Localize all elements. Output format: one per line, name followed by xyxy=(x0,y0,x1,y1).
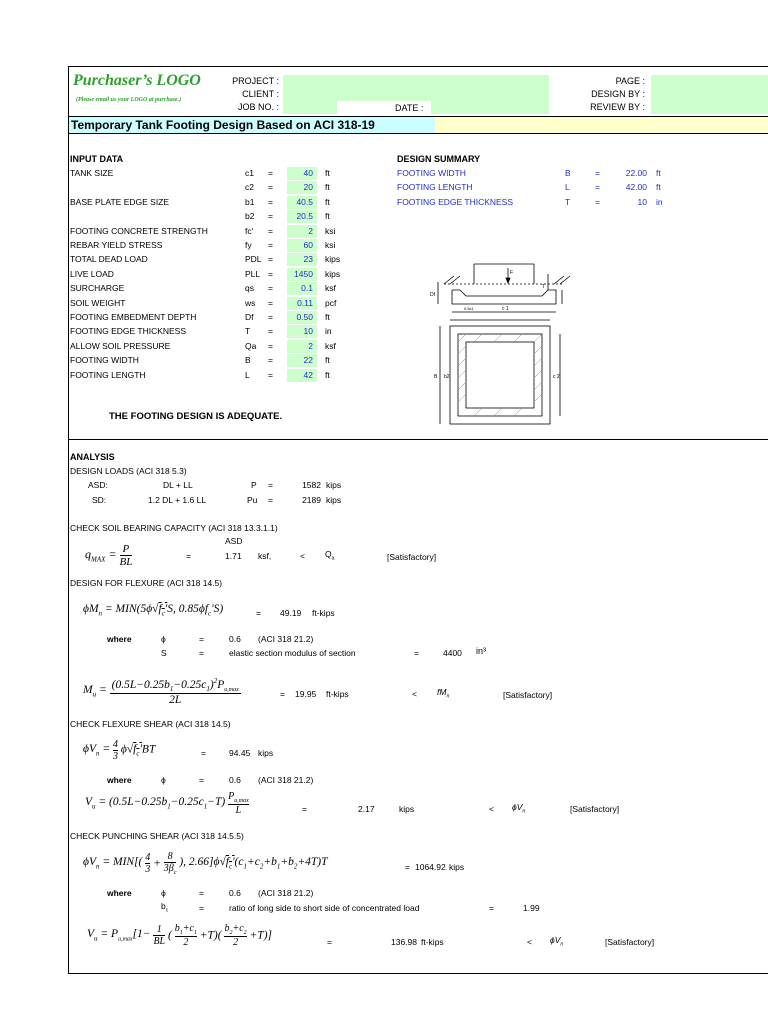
input-value[interactable]: 20.5 xyxy=(287,210,317,223)
footing-section xyxy=(438,264,570,312)
input-symbol: B xyxy=(245,355,251,366)
input-label: FOOTING CONCRETE STRENGTH xyxy=(70,225,208,236)
input-label: FOOTING WIDTH xyxy=(70,355,139,366)
summary-label: FOOTING WIDTH xyxy=(397,168,466,178)
flexure-equals: = xyxy=(256,608,261,618)
input-label: ALLOW SOIL PRESSURE xyxy=(70,340,171,351)
punching-value: 1064.92 xyxy=(415,862,446,872)
input-unit: pcf xyxy=(325,297,337,308)
input-value[interactable]: 2 xyxy=(287,340,317,353)
input-label: TANK SIZE xyxy=(70,168,114,178)
s-equals: = xyxy=(199,648,204,658)
page-title: Temporary Tank Footing Design Based on ACI 318-19 xyxy=(71,118,375,132)
input-label: TOTAL DEAD LOAD xyxy=(70,254,148,265)
input-symbol: ws xyxy=(245,297,256,308)
summary-value: 22.00 xyxy=(625,168,647,178)
bearing-formula: $q_{MAX}$ = $\frac{P}{BL}$ xyxy=(85,543,133,568)
phi-equals-2: = xyxy=(199,775,204,785)
summary-equals: = xyxy=(595,168,600,178)
input-equals: = xyxy=(268,196,273,207)
input-value[interactable]: 23 xyxy=(287,253,317,266)
diagram-label-05c1: 0.5c1 xyxy=(464,306,474,311)
diagram-label-f: F xyxy=(510,270,514,276)
shear-value: 94.45 xyxy=(229,748,251,758)
s-value: 4400 xyxy=(443,648,462,658)
input-value[interactable]: 60 xyxy=(287,239,317,252)
moment-unit: ft-kips xyxy=(326,689,349,699)
shear-equals: = xyxy=(201,748,206,758)
diagram-label-b2: b2 xyxy=(444,374,450,380)
s-equals-2: = xyxy=(414,648,419,658)
input-equals: = xyxy=(268,312,273,322)
footing-plan xyxy=(440,320,560,424)
bc-symbol: $b_c$ xyxy=(161,901,169,914)
input-equals: = xyxy=(268,297,273,308)
bearing-asd-label: ASD xyxy=(225,536,243,546)
moment-equals: = xyxy=(280,689,285,699)
client-label: CLIENT : xyxy=(242,89,279,99)
diagram-label-t: T xyxy=(542,284,546,290)
input-value[interactable]: 42 xyxy=(287,369,317,382)
input-unit: ft xyxy=(325,355,330,366)
summary-symbol: L xyxy=(565,182,570,193)
s-unit: in³ xyxy=(476,646,487,656)
sd-symbol: Pu xyxy=(247,495,258,505)
analysis-heading: ANALYSIS xyxy=(70,452,115,462)
phi-value-3: 0.6 xyxy=(229,888,241,898)
summary-equals: = xyxy=(595,196,600,207)
summary-label: FOOTING EDGE THICKNESS xyxy=(397,196,514,207)
summary-unit: ft xyxy=(656,168,661,178)
diagram-label-df: Df xyxy=(430,292,435,298)
input-unit: ft xyxy=(325,211,330,222)
input-value[interactable]: 22 xyxy=(287,354,317,367)
diagram-label-c2: c 2 xyxy=(553,374,560,380)
input-label: FOOTING EMBEDMENT DEPTH xyxy=(70,312,197,322)
calculation-sheet xyxy=(68,66,768,974)
input-symbol: Qa xyxy=(245,340,257,351)
input-label: SURCHARGE xyxy=(70,283,125,294)
input-unit: ft xyxy=(325,182,330,193)
flexure-value: 49.19 xyxy=(280,608,302,618)
phi-symbol-2: ϕ xyxy=(161,775,166,785)
input-unit: kips xyxy=(325,254,341,265)
input-symbol: fy xyxy=(245,240,252,250)
logo-note: (Please email us your LOGO at purchase.) xyxy=(76,97,182,103)
input-equals: = xyxy=(268,225,273,236)
input-equals: = xyxy=(268,355,273,366)
input-symbol: T xyxy=(245,326,251,337)
reviewby-label: REVIEW BY : xyxy=(590,102,645,112)
s-description: elastic section modulus of section xyxy=(229,648,356,658)
vu-unit: kips xyxy=(399,804,415,814)
input-unit: ksi xyxy=(325,225,336,236)
vu-less-than: < xyxy=(489,804,494,814)
bearing-value: 1.71 xyxy=(225,551,242,561)
sd-unit: kips xyxy=(326,495,342,505)
sd-label: SD: xyxy=(92,495,107,505)
vup-formula: $V_u = P_{u,max}[1-$ $\frac{1}{BL}$ ( $\frac{b_1+c_1}{2}$ +T)( $\frac{b_2+c_2}{2}$ +T)] xyxy=(87,923,273,948)
flexure-formula: $\phi M_n = MIN(5\phi√f_c'S$, $0.85\phi f_c'S$) xyxy=(83,603,224,618)
summary-label: FOOTING LENGTH xyxy=(397,182,473,193)
phi-value-2: 0.6 xyxy=(229,775,241,785)
shear-unit: kips xyxy=(258,748,274,758)
phi-equals-1: = xyxy=(199,634,204,644)
moment-value: 19.95 xyxy=(295,689,317,699)
input-symbol: b1 xyxy=(245,196,255,207)
date-field[interactable] xyxy=(431,101,549,114)
input-unit: kips xyxy=(325,268,341,279)
date-label: DATE : xyxy=(395,103,424,113)
input-equals: = xyxy=(268,182,273,193)
asd-equals: = xyxy=(268,480,273,490)
input-label: FOOTING LENGTH xyxy=(70,369,146,380)
input-symbol: qs xyxy=(245,283,254,294)
input-symbol: b2 xyxy=(245,211,255,222)
input-symbol: PLL xyxy=(245,268,261,279)
input-equals: = xyxy=(268,369,273,380)
phi-ref-3: (ACI 318 21.2) xyxy=(258,888,314,898)
where-label-2: where xyxy=(107,775,132,785)
flexure-shear-heading: CHECK FLEXURE SHEAR (ACI 318 14.5) xyxy=(70,719,231,729)
bc-description: ratio of long side to short side of concentrated load xyxy=(229,903,420,913)
adequacy-message: THE FOOTING DESIGN IS ADEQUATE. xyxy=(109,411,283,422)
input-value[interactable]: 40.5 xyxy=(287,196,317,209)
input-label: REBAR YIELD STRESS xyxy=(70,240,163,250)
input-value[interactable]: 1450 xyxy=(287,268,317,281)
input-unit: ksf xyxy=(325,340,336,351)
input-symbol: Df xyxy=(245,312,254,322)
summary-value: 10 xyxy=(637,196,647,207)
input-equals: = xyxy=(268,240,273,250)
phi-equals-3: = xyxy=(199,888,204,898)
bearing-qa: $Q_a$ xyxy=(325,549,335,562)
moment-formula: $M_u$ = $(0.5L-0.25b_1-0.25c_1)^2P_{u,max}$ 2L xyxy=(83,677,239,707)
design-loads-heading: DESIGN LOADS (ACI 318 5.3) xyxy=(70,466,187,476)
input-value[interactable]: 10 xyxy=(287,325,317,338)
input-equals: = xyxy=(268,340,273,351)
phi-ref-1: (ACI 318 21.2) xyxy=(258,634,314,644)
input-equals: = xyxy=(268,283,273,294)
input-value[interactable]: 0.11 xyxy=(287,297,317,310)
shear-formula: $\phi V_n$ = $\frac{4}{3}$ $\phi√f_c'BT$ xyxy=(83,739,156,762)
punching-unit: kips xyxy=(449,862,465,872)
design-summary-heading: DESIGN SUMMARY xyxy=(397,154,481,164)
input-equals: = xyxy=(268,326,273,337)
sd-value: 2189 xyxy=(302,495,321,505)
input-data-heading: INPUT DATA xyxy=(70,154,124,164)
flexure-unit: ft-kips xyxy=(312,608,335,618)
phi-ref-2: (ACI 318 21.2) xyxy=(258,775,314,785)
vup-less-than: < xyxy=(527,937,532,947)
footing-diagram xyxy=(424,254,584,434)
diagram-label-b: B xyxy=(434,374,438,380)
project-field[interactable] xyxy=(283,75,549,101)
input-unit: ft xyxy=(325,168,330,178)
input-label: FOOTING EDGE THICKNESS xyxy=(70,326,187,337)
input-value[interactable]: 20 xyxy=(287,181,317,194)
jobno-label: JOB NO. : xyxy=(237,102,279,112)
vup-capacity: $\phi V_n$ xyxy=(550,935,564,948)
input-value[interactable]: 0.1 xyxy=(287,282,317,295)
input-value[interactable]: 2 xyxy=(287,225,317,238)
input-value[interactable]: 0.50 xyxy=(287,311,317,324)
asd-unit: kips xyxy=(326,480,342,490)
summary-equals: = xyxy=(595,182,600,193)
punching-equals: = xyxy=(405,862,410,872)
title-extra-cell xyxy=(435,117,768,133)
asd-combo: DL + LL xyxy=(163,480,193,490)
input-unit: ft xyxy=(325,369,330,380)
input-label: LIVE LOAD xyxy=(70,268,114,279)
sd-combo: 1.2 DL + 1.6 LL xyxy=(148,495,207,505)
input-symbol: L xyxy=(245,369,250,380)
vu-formula: $V_u = (0.5L-0.25b_1-0.25c_1-T)$ $P_{u,max}$ L xyxy=(85,791,249,816)
bc-equals: = xyxy=(199,903,204,913)
vup-equals: = xyxy=(327,937,332,947)
phi-symbol-3: ϕ xyxy=(161,888,166,898)
summary-symbol: T xyxy=(565,196,571,207)
input-unit: ft xyxy=(325,196,330,207)
input-label: SOIL WEIGHT xyxy=(70,297,126,308)
vup-unit: ft-kips xyxy=(421,937,444,947)
input-label: BASE PLATE EDGE SIZE xyxy=(70,196,170,207)
summary-symbol: B xyxy=(565,168,571,178)
sd-equals: = xyxy=(268,495,273,505)
input-equals: = xyxy=(268,268,273,279)
punching-shear-heading: CHECK PUNCHING SHEAR (ACI 318 14.5.5) xyxy=(70,831,244,841)
where-label-3: where xyxy=(107,888,132,898)
bc-equals-2: = xyxy=(489,903,494,913)
vup-status: [Satisfactory] xyxy=(605,937,655,947)
page-reviewer-field[interactable] xyxy=(651,75,768,114)
vu-equals: = xyxy=(302,804,307,814)
input-symbol: fc' xyxy=(245,225,254,236)
input-unit: ksi xyxy=(325,240,336,250)
moment-less-than: < xyxy=(412,689,417,699)
flexure-heading: DESIGN FOR FLEXURE (ACI 318 14.5) xyxy=(70,578,223,588)
bearing-equals: = xyxy=(186,551,191,561)
s-symbol: S xyxy=(161,648,167,658)
input-symbol: PDL xyxy=(245,254,262,265)
designby-label: DESIGN BY : xyxy=(591,89,645,99)
input-unit: ft xyxy=(325,312,330,322)
input-equals: = xyxy=(268,211,273,222)
punching-formula: $\phi V_n = MIN$[( $\frac{4}{3}$ + $\frac{8}{3\beta_c}$ ), $2.66]\phi√f_c'(c_1+c_2+b_1+b_2+4T)T$ xyxy=(83,851,328,876)
page-label: PAGE : xyxy=(615,76,645,86)
where-label-1: where xyxy=(107,634,132,644)
vu-status: [Satisfactory] xyxy=(570,804,620,814)
bearing-heading: CHECK SOIL BEARING CAPACITY (ACI 318 13.3.1.1) xyxy=(70,523,278,533)
input-equals: = xyxy=(268,254,273,265)
purchaser-logo: Purchaser’s LOGO xyxy=(73,72,201,89)
input-unit: ksf xyxy=(325,283,336,294)
project-label: PROJECT : xyxy=(232,76,279,86)
bc-value: 1.99 xyxy=(523,903,540,913)
vu-capacity: $\phi V_n$ xyxy=(512,802,526,815)
bearing-status: [Satisfactory] xyxy=(387,552,437,562)
jobno-field[interactable] xyxy=(283,101,337,114)
bearing-unit: ksf, xyxy=(258,551,272,561)
bearing-less-than: < xyxy=(300,551,305,561)
asd-symbol: P xyxy=(251,480,257,490)
summary-unit: ft xyxy=(656,182,661,193)
input-value[interactable]: 40 xyxy=(287,167,317,180)
moment-status: [Satisfactory] xyxy=(503,690,553,700)
asd-value: 1582 xyxy=(302,480,321,490)
diagram-label-c1: c 1 xyxy=(502,306,509,312)
summary-value: 42.00 xyxy=(625,182,647,193)
input-symbol: c2 xyxy=(245,182,254,193)
input-equals: = xyxy=(268,168,273,178)
input-unit: in xyxy=(325,326,332,337)
vu-value: 2.17 xyxy=(358,804,375,814)
input-symbol: c1 xyxy=(245,168,254,178)
vup-value: 136.98 xyxy=(391,937,417,947)
moment-capacity: $fM_n$ xyxy=(437,687,450,700)
phi-symbol-1: ϕ xyxy=(161,634,166,644)
summary-unit: in xyxy=(656,196,663,207)
phi-value-1: 0.6 xyxy=(229,634,241,644)
asd-label: ASD: xyxy=(88,480,108,490)
